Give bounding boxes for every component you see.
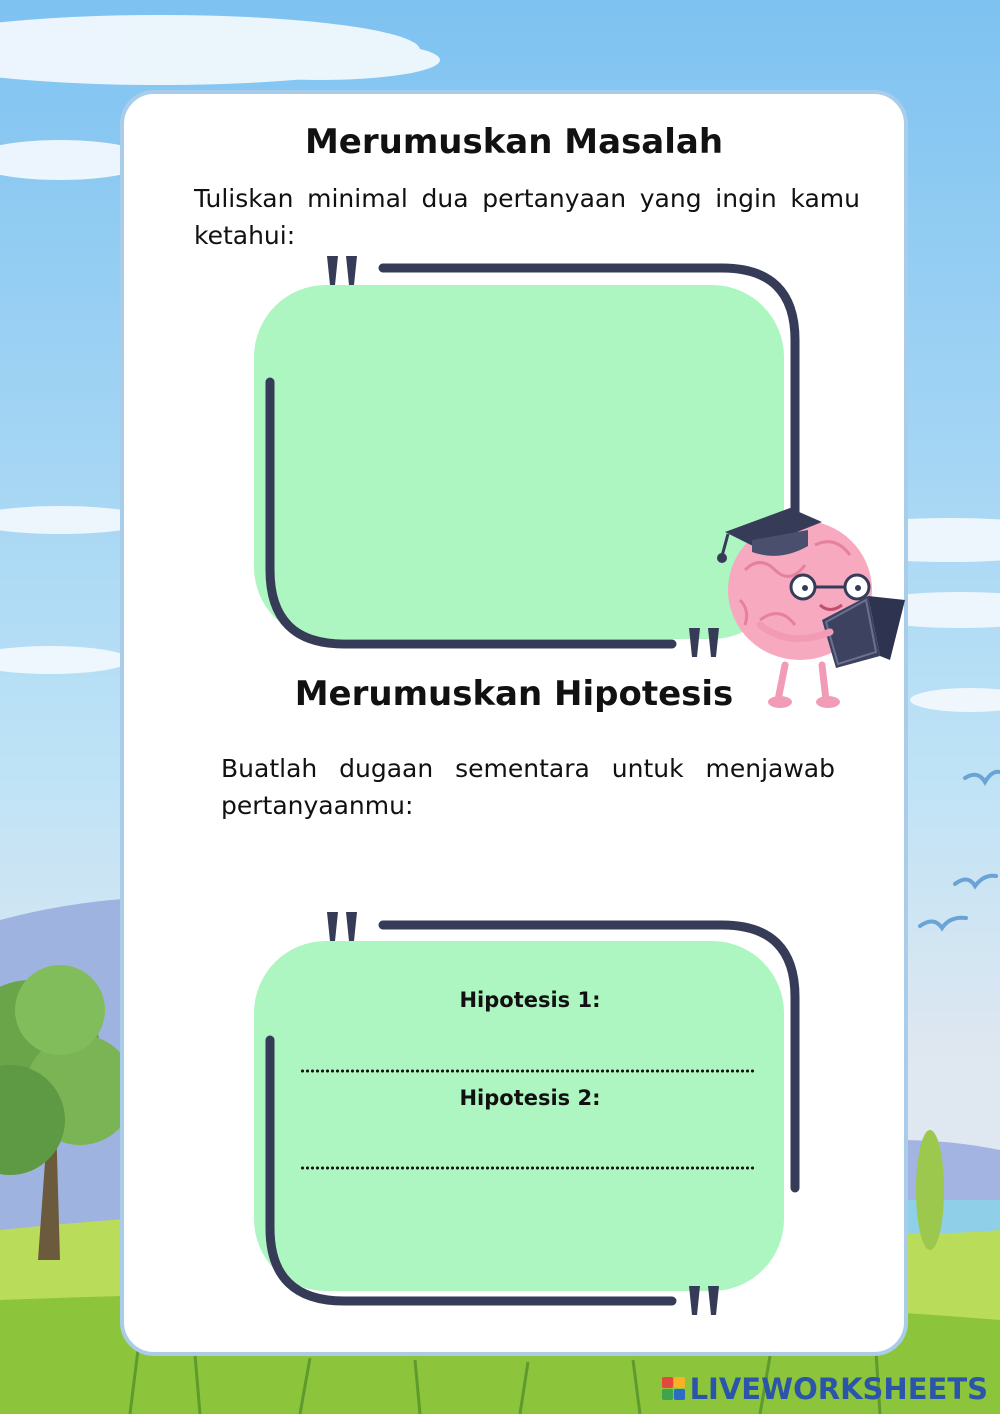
hypothesis-1-answer-line[interactable] <box>300 1066 756 1076</box>
instruction-hipotesis: Buatlah dugaan sementara untuk menjawab pertanyaanmu: <box>221 754 835 820</box>
quote-open-icon <box>327 256 357 285</box>
instruction-masalah: Tuliskan minimal dua pertanyaan yang ingin kamu ketahui: <box>194 184 860 250</box>
hypothesis-1-label: Hipotesis 1: <box>459 988 601 1012</box>
liveworksheets-logo-icon <box>662 1377 686 1401</box>
hypothesis-2-label: Hipotesis 2: <box>459 1086 601 1110</box>
section-title-masalah: Merumuskan Masalah <box>304 122 724 162</box>
section-title-hipotesis: Merumuskan Hipotesis <box>294 674 734 714</box>
hypothesis-2-answer-line[interactable] <box>300 1163 756 1173</box>
answer-box-masalah[interactable] <box>254 285 784 639</box>
quote-open-icon <box>327 912 357 941</box>
watermark-text: LIVEWORKSHEETS <box>689 1372 988 1406</box>
liveworksheets-watermark <box>662 1372 988 1406</box>
